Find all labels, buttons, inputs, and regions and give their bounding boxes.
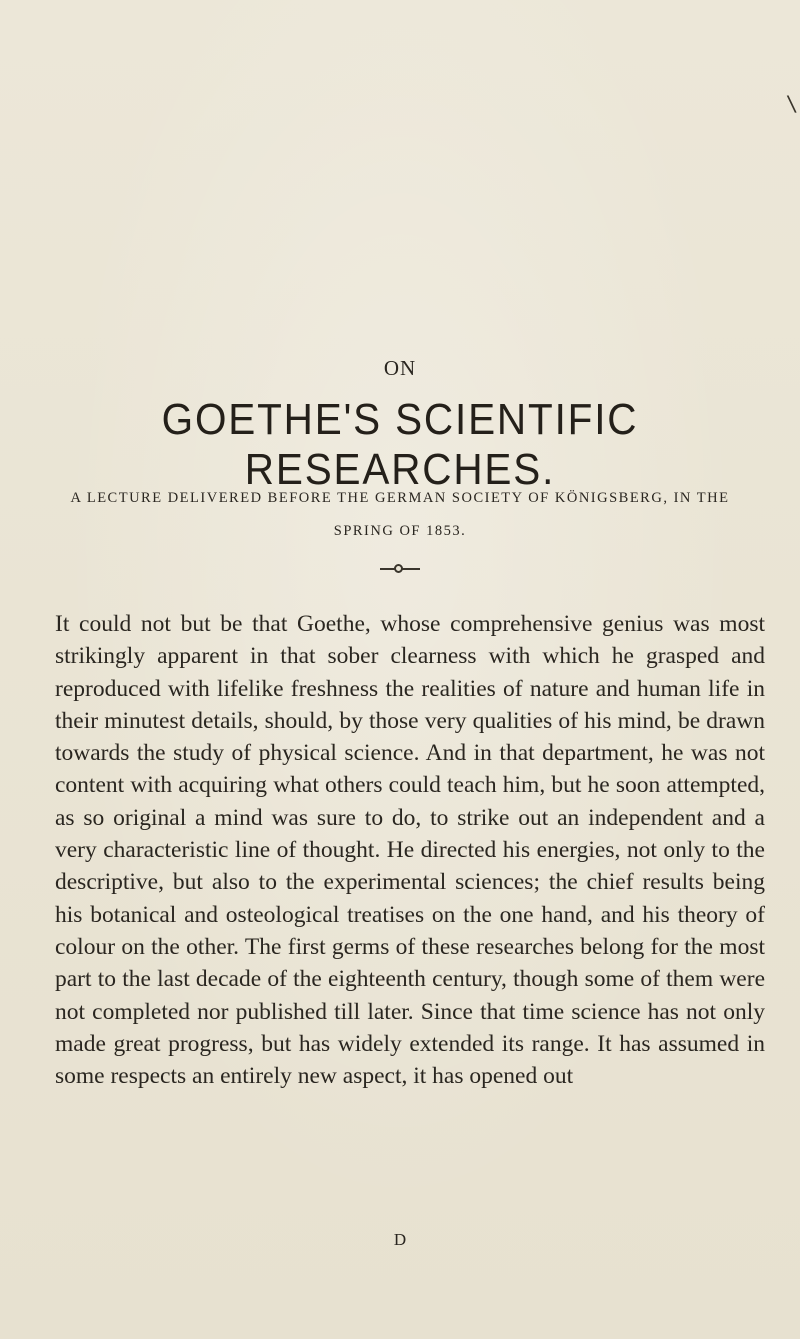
lecture-subtitle: A LECTURE DELIVERED BEFORE THE GERMAN SOCIETY OF KÖNIGSBERG, IN THE SPRING OF 1853.	[70, 490, 730, 539]
signature-mark: D	[393, 1230, 407, 1249]
body-paragraph: It could not but be that Goethe, whose comprehensive genius was most strikingly apparent in that sober clearness with which he grasped and reproduced with lifelike freshness the realities of nature and human life in their minutest details, should, by those very qualities of his mind, be drawn towards the study of physical science. And in that department, he was not content with acquiring what others could teach him, but he soon attempted, as so original a mind was sure to do, to strike out an independent and a very characteristic line of thought. He directed his energies, not only to the descriptive, but also to the experimental sciences; the chief results being his botanical and osteological treatises on the one hand, and his theory of colour on the other. The first germs of these researches belong for the most part to the last decade of the eighteenth century, though some of them were not completed nor published till later. Since that time science has not only made great progress, but has widely extended its range. It has assumed in some respects an entirely new aspect, it has opened out	[55, 611, 765, 1090]
pre-title: ON	[383, 356, 417, 380]
corner-mark: \	[786, 91, 798, 118]
page-title: GOETHE'S SCIENTIFIC RESEARCHES.	[161, 395, 639, 494]
ornament-divider-icon	[380, 568, 420, 570]
